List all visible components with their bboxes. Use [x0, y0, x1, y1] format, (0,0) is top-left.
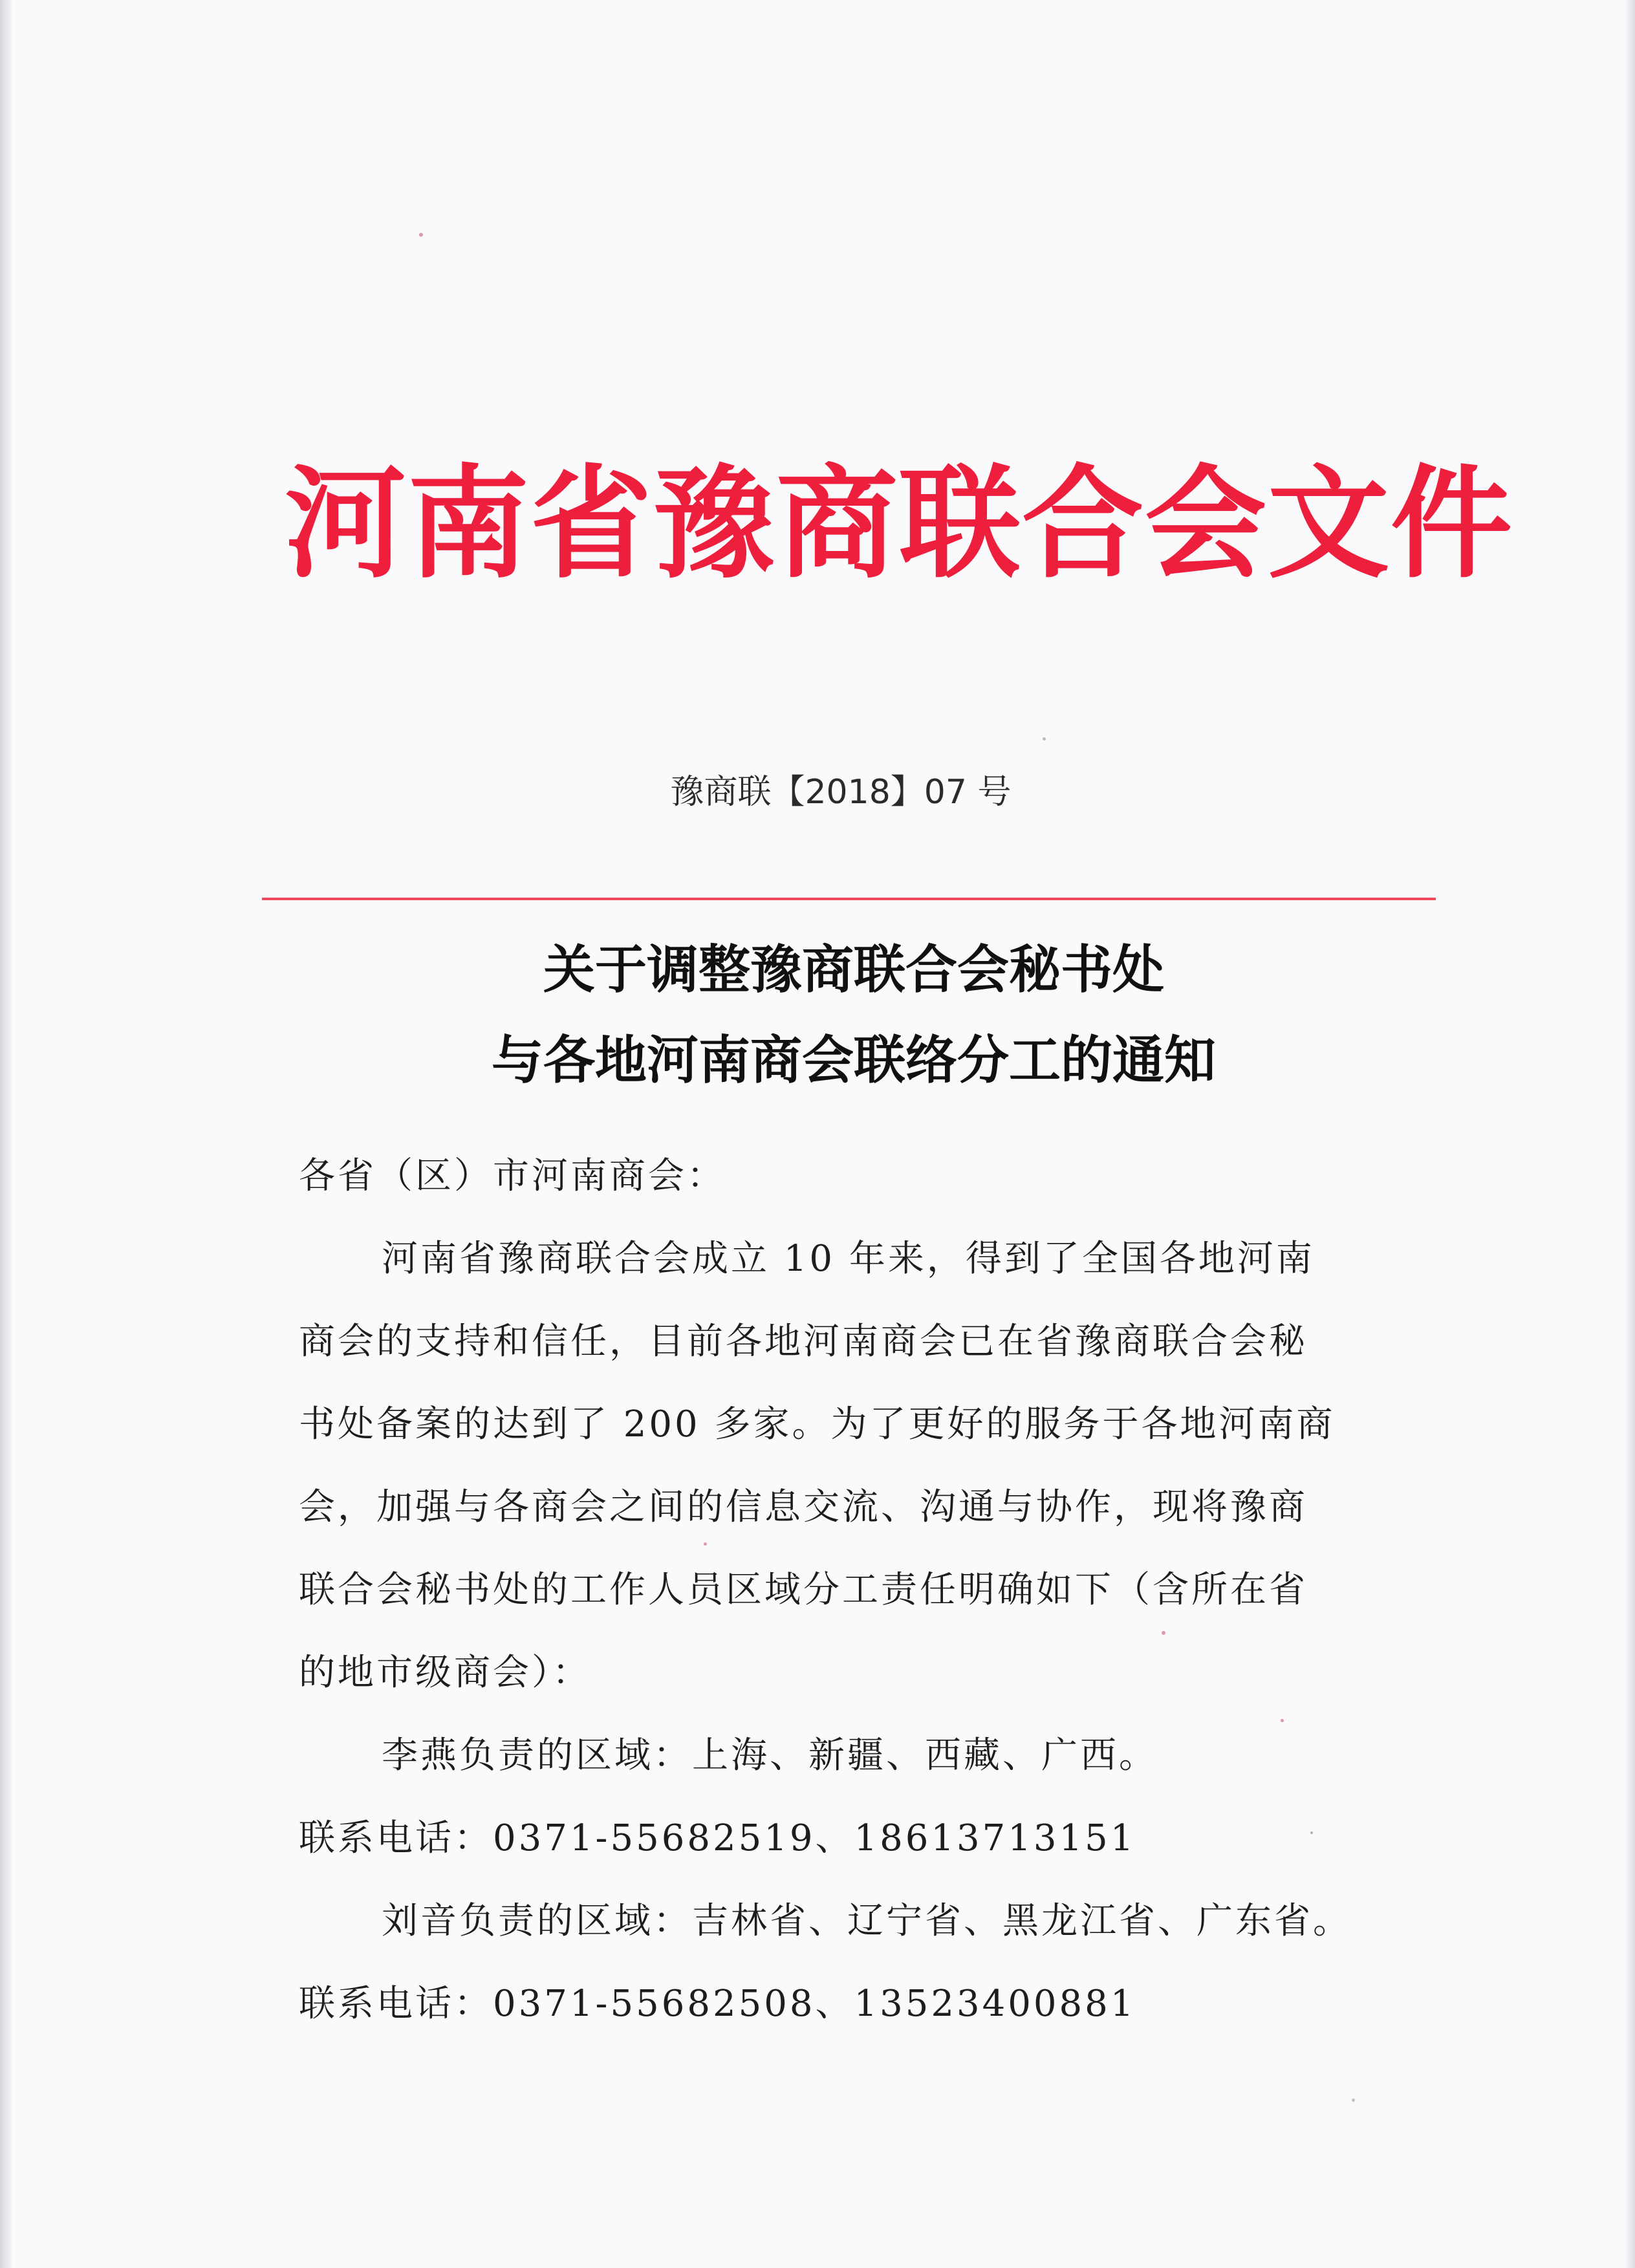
assignment-region-liu-yin: 刘音负责的区域：吉林省、辽宁省、黑龙江省、广东省。 [382, 1900, 1352, 1942]
scan-edge-right [1626, 0, 1635, 2268]
scan-speck [1043, 737, 1046, 740]
scan-speck [1352, 2099, 1355, 2102]
salutation: 各省（区）市河南商会： [299, 1155, 726, 1197]
red-divider-rule [262, 898, 1436, 900]
scan-speck [1310, 1831, 1313, 1834]
assignment-phone-liu-yin: 联系电话：0371-55682508、13523400881 [299, 1983, 1136, 2025]
assignment-region-li-yan: 李燕负责的区域：上海、新疆、西藏、广西。 [382, 1734, 1158, 1777]
scan-speck [1162, 1631, 1165, 1635]
paragraph-line-1: 河南省豫商联合会成立 10 年来，得到了全国各地河南 [382, 1238, 1315, 1280]
scan-speck [704, 1542, 707, 1546]
paragraph-line-2: 商会的支持和信任，目前各地河南商会已在省豫商联合会秘 [299, 1321, 1308, 1363]
notice-title [285, 925, 1423, 1106]
document-number: 豫商联【2018】07 号 [670, 773, 1012, 812]
notice-body [299, 1135, 1411, 2046]
assignment-phone-li-yan: 联系电话：0371-55682519、18613713151 [299, 1817, 1136, 1859]
scan-speck [419, 233, 423, 237]
document-masthead: 河南省豫商联合会文件 [285, 452, 1513, 595]
scan-edge-left [0, 0, 12, 2268]
notice-title-line-1: 关于调整豫商联合会秘书处 [543, 940, 1164, 1000]
paragraph-line-5: 联合会秘书处的工作人员区域分工责任明确如下（含所在省 [299, 1569, 1308, 1611]
scan-speck [1281, 1719, 1284, 1722]
notice-title-line-2: 与各地河南商会联络分工的通知 [492, 1030, 1216, 1090]
paragraph-line-6: 的地市级商会）： [299, 1652, 591, 1694]
paragraph-line-4: 会，加强与各商会之间的信息交流、沟通与协作，现将豫商 [299, 1486, 1308, 1528]
paragraph-line-3: 书处备案的达到了 200 多家。为了更好的服务于各地河南商 [299, 1403, 1336, 1445]
